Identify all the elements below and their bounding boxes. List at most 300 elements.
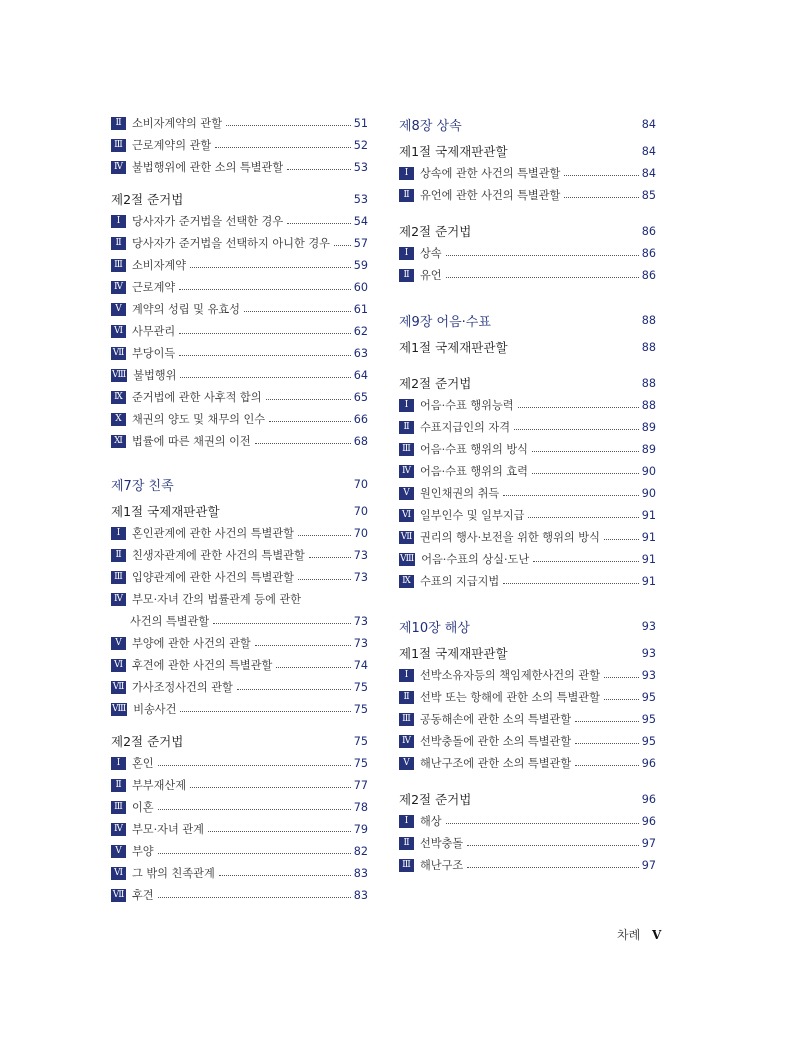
toc-list [111,210,368,452]
roman-numeral-badge: Ⅰ [399,167,414,180]
toc-entry[interactable] [111,254,368,276]
roman-numeral-badge: Ⅲ [111,139,126,152]
section-title: 제2절 준거법 [111,734,184,749]
dot-leader [532,473,639,474]
entry-title: 선박소유자등의 책임제한사건의 관할 [420,669,601,682]
entry-page: 51 [353,116,368,130]
dot-leader [532,451,639,452]
roman-numeral-badge: Ⅸ [399,575,414,588]
section-heading[interactable] [399,642,656,664]
dot-leader [528,517,638,518]
dot-leader [575,721,639,722]
dot-leader [158,897,351,898]
roman-numeral-badge: Ⅲ [111,571,126,584]
entry-page: 62 [353,324,368,338]
roman-numeral-badge: Ⅳ [111,161,126,174]
toc-entry[interactable] [111,862,368,884]
entry-title: 어음·수표 행위의 방식 [420,443,528,456]
entry-title: 혼인관계에 관한 사건의 특별관할 [132,527,294,540]
roman-numeral-badge: Ⅰ [399,247,414,260]
section-title: 제2절 준거법 [399,376,472,391]
dot-leader [446,255,639,256]
roman-numeral-badge: Ⅰ [111,757,126,770]
dot-leader [503,495,639,496]
toc-entry[interactable] [399,394,656,416]
entry-page: 96 [641,756,656,770]
toc-entry[interactable] [111,588,368,610]
toc-entry[interactable] [399,854,656,876]
entry-title: 후견 [132,889,154,902]
section-heading[interactable] [399,140,656,162]
section-heading[interactable] [399,372,656,394]
dot-leader [226,125,351,126]
roman-numeral-badge: Ⅲ [111,801,126,814]
toc-entry-continuation[interactable] [111,610,368,632]
toc-entry[interactable] [111,544,368,566]
section-heading[interactable] [399,336,656,358]
toc-left-column [111,112,368,906]
entry-title: 원인채권의 취득 [420,487,500,500]
entry-page: 90 [641,486,656,500]
dot-leader [158,809,351,810]
roman-numeral-badge: Ⅶ [112,889,125,900]
toc-list [399,242,656,286]
entry-title: 그 밖의 친족관계 [132,867,215,880]
entry-title: 입양관계에 관한 사건의 특별관할 [132,571,294,584]
entry-page: 89 [641,442,656,456]
entry-title: 불법행위 [133,369,177,382]
section-page: 93 [641,646,656,660]
toc-entry[interactable] [111,210,368,232]
toc-entry[interactable] [111,386,368,408]
entry-page: 93 [641,668,656,682]
dot-leader [190,267,351,268]
roman-numeral-badge: Ⅱ [111,779,126,792]
entry-title: 수표지급인의 자격 [420,421,511,434]
roman-numeral-badge: Ⅷ [112,703,127,714]
entry-title: 가사조정사건의 관할 [132,681,233,694]
toc-list [111,632,368,720]
dot-leader [467,867,639,868]
entry-page: 79 [353,822,368,836]
entry-page: 83 [353,866,368,880]
entry-title: 선박 또는 항해에 관한 소의 특별관할 [420,691,600,704]
chapter-title: 제9장 어음·수표 [399,314,491,330]
section-page: 53 [353,192,368,206]
toc-entry[interactable] [111,134,368,156]
entry-title: 소비자계약의 관할 [132,117,223,130]
roman-numeral-badge: Ⅱ [399,837,414,850]
entry-page: 90 [641,464,656,478]
entry-page: 75 [353,702,368,716]
roman-numeral-badge: Ⅳ [399,735,414,748]
entry-title: 후견에 관한 사건의 특별관할 [132,659,273,672]
section-heading[interactable] [399,788,656,810]
entry-title: 유언에 관한 사건의 특별관할 [420,189,561,202]
dot-leader [179,333,351,334]
toc-entry[interactable] [111,232,368,254]
page-number: V [652,928,662,942]
entry-page: 84 [641,166,656,180]
entry-title: 소비자계약 [132,259,187,272]
section-heading[interactable] [111,500,368,522]
toc-list [399,810,656,876]
toc-entry[interactable] [111,884,368,906]
roman-numeral-badge: Ⅺ [111,435,126,448]
entry-page: 70 [353,526,368,540]
entry-page: 78 [353,800,368,814]
chapter-page: 84 [641,117,656,131]
roman-numeral-badge: Ⅳ [111,281,126,294]
entry-page: 61 [353,302,368,316]
entry-page: 91 [641,530,656,544]
entry-page: 96 [641,814,656,828]
entry-page: 64 [353,368,368,382]
roman-numeral-badge: Ⅴ [111,303,126,316]
entry-page: 57 [353,236,368,250]
entry-page: 97 [641,858,656,872]
entry-title: 선박충돌에 관한 소의 특별관할 [420,735,572,748]
roman-numeral-badge: Ⅰ [111,215,126,228]
toc-entry[interactable] [399,752,656,774]
dot-leader [287,169,351,170]
section-title: 제1절 국제재판관할 [111,504,220,519]
roman-numeral-badge: Ⅳ [111,823,126,836]
entry-page: 85 [641,188,656,202]
toc-entry[interactable] [111,430,368,452]
entry-page: 88 [641,398,656,412]
section-page: 96 [641,792,656,806]
toc-entry[interactable] [399,162,656,184]
toc-entry[interactable] [399,482,656,504]
chapter-title: 제8장 상속 [399,118,462,134]
toc-entry[interactable] [111,654,368,676]
entry-title: 근로계약 [132,281,176,294]
entry-title: 해난구조에 관한 소의 특별관할 [420,757,572,770]
section-heading[interactable] [111,188,368,210]
entry-page: 91 [641,574,656,588]
chapter-heading[interactable] [399,614,656,638]
section-heading[interactable] [399,220,656,242]
roman-numeral-badge: Ⅶ [112,681,125,692]
entry-page: 91 [641,508,656,522]
entry-title: 불법행위에 관한 소의 특별관할 [132,161,284,174]
dot-leader [503,583,639,584]
entry-title: 비송사건 [133,703,177,716]
section-title: 제1절 국제재판관할 [399,646,508,661]
toc-entry[interactable] [399,438,656,460]
roman-numeral-badge: Ⅱ [399,421,414,434]
entry-page: 82 [353,844,368,858]
entry-title: 부부재산제 [132,779,187,792]
dot-leader [255,645,351,646]
roman-numeral-badge: Ⅰ [399,815,414,828]
roman-numeral-badge: Ⅷ [400,553,415,564]
entry-page: 54 [353,214,368,228]
entry-title: 권리의 행사·보전을 위한 행위의 방식 [420,531,600,544]
dot-leader [446,277,639,278]
entry-page: 52 [353,138,368,152]
entry-title: 어음·수표 행위능력 [420,399,514,412]
toc-entry[interactable] [399,184,656,206]
dot-leader [518,407,639,408]
toc-list [111,112,368,178]
roman-numeral-badge: Ⅱ [399,691,414,704]
entry-title: 근로계약의 관할 [132,139,212,152]
entry-title: 이혼 [132,801,154,814]
toc-entry[interactable] [111,522,368,544]
toc-list [399,664,656,774]
toc-entry[interactable] [111,676,368,698]
toc-entry[interactable] [111,364,368,386]
dot-leader [269,421,351,422]
entry-page: 91 [641,552,656,566]
entry-page: 63 [353,346,368,360]
dot-leader [467,845,639,846]
toc-entry[interactable] [399,708,656,730]
entry-title: 법률에 따른 채권의 이전 [132,435,251,448]
roman-numeral-badge: Ⅱ [111,549,126,562]
entry-title: 어음·수표 행위의 효력 [420,465,528,478]
dot-leader [255,443,351,444]
dot-leader [179,289,351,290]
toc-right-column [399,112,656,876]
dot-leader [190,787,351,788]
entry-page: 73 [353,614,368,628]
toc-entry[interactable] [111,752,368,774]
toc-entry[interactable] [399,570,656,592]
entry-title: 사무관리 [132,325,176,338]
toc-entry[interactable] [399,504,656,526]
roman-numeral-badge: Ⅹ [111,413,126,426]
entry-title: 부모·자녀 간의 법률관계 등에 관한 [132,593,302,606]
roman-numeral-badge: Ⅱ [399,189,414,202]
entry-title: 부양에 관한 사건의 관할 [132,637,251,650]
entry-page: 86 [641,246,656,260]
dot-leader [533,561,639,562]
roman-numeral-badge: Ⅲ [399,443,414,456]
dot-leader [158,853,351,854]
entry-title: 일부인수 및 일부지급 [420,509,525,522]
dot-leader [575,765,639,766]
roman-numeral-badge: Ⅲ [399,713,414,726]
entry-page: 97 [641,836,656,850]
dot-leader [564,175,638,176]
dot-leader [179,355,351,356]
toc-entry[interactable] [111,156,368,178]
entry-page: 59 [353,258,368,272]
entry-page: 68 [353,434,368,448]
dot-leader [180,377,350,378]
roman-numeral-badge: Ⅴ [111,637,126,650]
entry-title: 해난구조 [420,859,464,872]
roman-numeral-badge: Ⅲ [111,259,126,272]
entry-title: 상속 [420,247,442,260]
entry-title: 상속에 관한 사건의 특별관할 [420,167,561,180]
toc-entry[interactable] [399,548,656,570]
toc-entry[interactable] [111,840,368,862]
toc-entry[interactable] [399,686,656,708]
roman-numeral-badge: Ⅵ [111,867,126,880]
toc-list [111,522,368,588]
dot-leader [276,667,350,668]
roman-numeral-badge: Ⅶ [400,531,413,542]
entry-title: 어음·수표의 상실·도난 [421,553,530,566]
toc-entry[interactable] [111,566,368,588]
section-page: 88 [641,340,656,354]
section-title: 제2절 준거법 [399,792,472,807]
toc-entry[interactable] [111,112,368,134]
roman-numeral-badge: Ⅴ [399,487,414,500]
dot-leader [266,399,351,400]
toc-entry[interactable] [399,526,656,548]
roman-numeral-badge: Ⅰ [399,399,414,412]
dot-leader [287,223,351,224]
entry-title: 해상 [420,815,442,828]
entry-page: 83 [353,888,368,902]
chapter-page: 70 [353,477,368,491]
entry-page: 66 [353,412,368,426]
roman-numeral-badge: Ⅱ [111,237,126,250]
roman-numeral-badge: Ⅱ [399,269,414,282]
entry-page: 74 [353,658,368,672]
roman-numeral-badge: Ⅰ [399,669,414,682]
toc-entry[interactable] [111,774,368,796]
roman-numeral-badge: Ⅳ [399,465,414,478]
toc-entry[interactable] [111,632,368,654]
entry-page: 95 [641,690,656,704]
dot-leader [309,557,351,558]
entry-page: 95 [641,712,656,726]
roman-numeral-badge: Ⅵ [399,509,414,522]
dot-leader [298,535,351,536]
toc-entry[interactable] [111,796,368,818]
toc-entry[interactable] [111,342,368,364]
dot-leader [514,429,639,430]
toc-entry[interactable] [111,320,368,342]
entry-title: 당사자가 준거법을 선택한 경우 [132,215,284,228]
toc-entry[interactable] [111,698,368,720]
page-footer [617,926,661,943]
dot-leader [298,579,351,580]
roman-numeral-badge: Ⅱ [111,117,126,130]
dot-leader [604,539,639,540]
toc-list [399,394,656,592]
entry-page: 89 [641,420,656,434]
dot-leader [180,711,350,712]
entry-title: 준거법에 관한 사후적 합의 [132,391,262,404]
section-title: 제2절 준거법 [399,224,472,239]
toc-entry[interactable] [111,276,368,298]
toc-entry[interactable] [399,242,656,264]
roman-numeral-badge: Ⅳ [111,593,126,606]
entry-title: 부당이득 [132,347,176,360]
entry-title: 수표의 지급지법 [420,575,500,588]
dot-leader [446,823,639,824]
dot-leader [219,875,351,876]
entry-title: 유언 [420,269,442,282]
entry-title: 채권의 양도 및 채무의 인수 [132,413,266,426]
section-page: 84 [641,144,656,158]
entry-title: 부양 [132,845,154,858]
toc-entry[interactable] [111,298,368,320]
roman-numeral-badge: Ⅸ [111,391,126,404]
entry-page: 86 [641,268,656,282]
entry-page: 73 [353,636,368,650]
roman-numeral-badge: Ⅵ [111,325,126,338]
section-heading[interactable] [111,730,368,752]
roman-numeral-badge: Ⅴ [111,845,126,858]
toc-entry[interactable] [399,460,656,482]
chapter-heading[interactable] [111,472,368,496]
section-page: 70 [353,504,368,518]
entry-page: 60 [353,280,368,294]
roman-numeral-badge: Ⅲ [399,859,414,872]
entry-page: 73 [353,570,368,584]
entry-title: 당사자가 준거법을 선택하지 아니한 경우 [132,237,330,250]
dot-leader [208,831,351,832]
toc-entry[interactable] [111,408,368,430]
section-title: 제1절 국제재판관할 [399,340,508,355]
section-page: 86 [641,224,656,238]
dot-leader [564,197,638,198]
entry-title: 혼인 [132,757,154,770]
footer-label: 차례 [617,928,641,942]
section-page: 75 [353,734,368,748]
roman-numeral-badge: Ⅶ [112,347,125,358]
toc-entry[interactable] [399,264,656,286]
roman-numeral-badge: Ⅷ [112,369,127,380]
dot-leader [215,147,351,148]
dot-leader [604,699,639,700]
entry-title: 선박충돌 [420,837,464,850]
roman-numeral-badge: Ⅴ [399,757,414,770]
toc-entry[interactable] [399,730,656,752]
section-title: 제1절 국제재판관할 [399,144,508,159]
entry-title: 계약의 성립 및 유효성 [132,303,240,316]
toc-list [111,752,368,906]
entry-title: 친생자관계에 관한 사건의 특별관할 [132,549,305,562]
entry-page: 75 [353,756,368,770]
toc-entry[interactable] [399,664,656,686]
toc-entry[interactable] [399,810,656,832]
roman-numeral-badge: Ⅵ [111,659,126,672]
dot-leader [604,677,639,678]
entry-title: 부모·자녀 관계 [132,823,204,836]
toc-entry[interactable] [399,416,656,438]
entry-page: 95 [641,734,656,748]
entry-page: 65 [353,390,368,404]
chapter-title: 제10장 해상 [399,620,470,636]
entry-page: 77 [353,778,368,792]
chapter-heading[interactable] [399,308,656,332]
dot-leader [334,245,351,246]
chapter-heading[interactable] [399,112,656,136]
dot-leader [158,765,351,766]
chapter-page: 93 [641,619,656,633]
toc-entry[interactable] [399,832,656,854]
toc-list [399,162,656,206]
dot-leader [244,311,351,312]
section-title: 제2절 준거법 [111,192,184,207]
entry-title: 사건의 특별관할 [130,615,210,628]
roman-numeral-badge: Ⅰ [111,527,126,540]
entry-page: 53 [353,160,368,174]
toc-entry[interactable] [111,818,368,840]
dot-leader [213,623,351,624]
section-page: 88 [641,376,656,390]
entry-title: 공동해손에 관한 소의 특별관할 [420,713,572,726]
